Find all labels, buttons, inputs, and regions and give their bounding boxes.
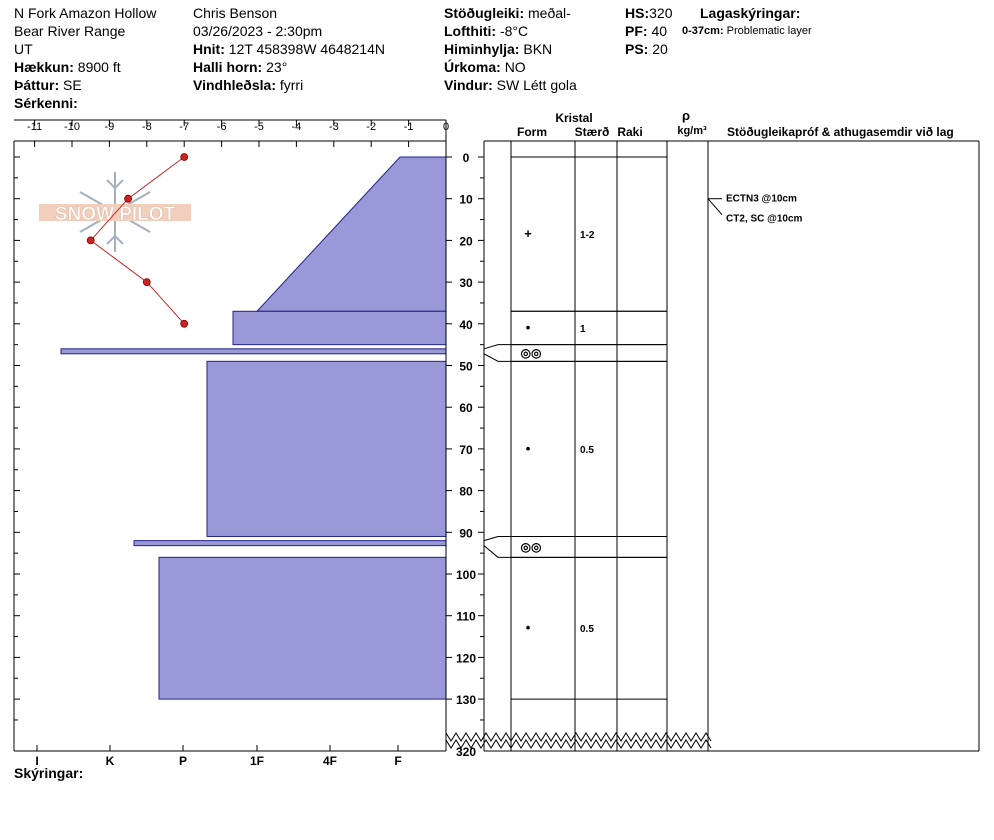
temperature-axis (27, 120, 449, 147)
temperature-profile (87, 154, 188, 328)
depth-tick-label: 40 (459, 317, 473, 332)
elevation-row: Hækkun: 8900 ft (14, 59, 121, 75)
hardness-axis (35, 745, 401, 768)
col-rho: ρ (681, 108, 691, 123)
depth-bottom-label: 320 (455, 745, 477, 759)
hardness-layer-1 (233, 311, 446, 344)
crystal-form-4: ◎◎ (520, 539, 542, 554)
hardness-label: 1F (249, 754, 265, 768)
mountain-range: Bear River Range (14, 23, 126, 39)
logo-text: SNOW PILOT (54, 204, 176, 225)
temp-point (143, 279, 150, 286)
layer-note-depth: 0-37cm: (682, 25, 724, 37)
depth-tick-label: 70 (459, 442, 473, 457)
temp-tick-label: -11 (27, 121, 43, 133)
col-density-unit: kg/m³ (677, 125, 707, 137)
test-pointer (708, 199, 722, 215)
temp-tick-label: -8 (141, 121, 152, 133)
datetime: 03/26/2023 - 2:30pm (193, 23, 323, 39)
depth-tick-label: 100 (455, 568, 477, 582)
col-size: Stærð (574, 125, 610, 139)
stability-row: Stöðugleiki: meðal- (444, 5, 571, 21)
hardness-layer-3 (207, 361, 446, 536)
coords-row: Hnit: 12T 458398W 4648214N (193, 41, 385, 57)
hardness-layers (61, 157, 446, 699)
hardness-label: 4F (322, 754, 338, 768)
temp-tick-label: -3 (328, 121, 339, 133)
hardness-label: I (35, 754, 39, 768)
snowpilot-logo (39, 172, 191, 252)
temp-tick-label: -5 (254, 121, 264, 133)
wind-loading-row: Vindhleðsla: fyrri (193, 77, 304, 93)
temp-tick-label: -7 (179, 121, 190, 133)
thin-layer-connector (484, 354, 511, 362)
crystal-form-2: ◎◎ (520, 345, 542, 360)
depth-tick-label: 80 (459, 484, 473, 499)
thin-layer-connector (484, 345, 511, 349)
temp-line (91, 157, 185, 324)
temp-tick-label: -2 (366, 121, 377, 133)
temp-tick-label: -6 (216, 121, 227, 133)
aspect-row: Þáttur: SE (14, 77, 82, 93)
depth-tick-label: 10 (459, 192, 473, 207)
temp-point (181, 154, 188, 161)
temp-point (87, 237, 94, 244)
state: UT (14, 41, 33, 57)
depth-tick-label: 120 (455, 651, 477, 666)
col-tests: Stöðugleikapróf & athugasemdir við lag (727, 125, 954, 139)
hardness-layer-0 (257, 157, 446, 311)
crystal-size-5: 0.5 (580, 624, 594, 636)
hardness-layer-4 (134, 541, 446, 546)
crystal-form-1: • (525, 319, 531, 335)
depth-tick-label: 50 (459, 359, 473, 374)
depth-tick-label: 60 (459, 401, 473, 416)
crystal-size-1: 1 (580, 323, 586, 335)
location: N Fork Amazon Hollow (14, 5, 157, 21)
precip-row: Úrkoma: NO (444, 59, 526, 75)
features-row: Sérkenni: (14, 95, 78, 111)
sky-row: Himinhylja: BKN (444, 41, 553, 57)
hs-row: HS:320 (625, 5, 673, 21)
col-moisture: Raki (617, 125, 643, 139)
observer: Chris Benson (193, 5, 278, 21)
crystal-table (484, 141, 979, 751)
temp-tick-label: -4 (291, 121, 302, 133)
depth-tick-label: 0 (462, 151, 470, 165)
thin-layer-connector (484, 536, 511, 540)
col-crystal: Kristal (555, 111, 593, 125)
temp-tick-label: -9 (104, 121, 115, 133)
depth-tick-label: 90 (459, 526, 473, 541)
wind-row: Vindur: SW Létt gola (444, 77, 577, 93)
temp-point (125, 195, 132, 202)
hardness-label: K (105, 754, 115, 768)
air-temp-row: Lofthiti: -8°C (444, 23, 529, 39)
temp-point (181, 320, 188, 327)
temp-tick-label: -10 (64, 121, 80, 133)
temp-tick-label: 0 (442, 121, 450, 133)
hardness-label: F (394, 754, 402, 768)
depth-tick-label: 30 (459, 276, 473, 291)
slope-row: Halli horn: 23° (193, 59, 288, 75)
crystal-size-3: 0.5 (580, 444, 594, 456)
temp-tick-label: -1 (403, 121, 414, 133)
layer-notes-label: Lagaskýringar: (700, 5, 801, 21)
thin-layer-connector (484, 546, 511, 558)
crystal-form-5: • (525, 620, 531, 636)
ps-row: PS: 20 (625, 41, 668, 57)
crystal-form-3: • (525, 440, 531, 456)
depth-tick-label: 110 (456, 609, 476, 624)
test-label: CT2, SC @10cm (726, 213, 803, 225)
col-form: Form (517, 125, 547, 139)
hardness-label: P (178, 754, 188, 768)
test-label: ECTN3 @10cm (726, 193, 797, 205)
layer-note-text: Problematic layer (726, 25, 812, 37)
depth-tick-label: 20 (459, 234, 473, 249)
stability-tests (708, 194, 803, 225)
footer-notes-label: Skýringar: (14, 765, 84, 781)
depth-tick-label: 130 (455, 693, 477, 708)
crystal-form-0: + (524, 226, 532, 242)
hardness-layer-2 (61, 349, 446, 354)
hardness-layer-5 (159, 557, 446, 699)
crystal-size-0: 1-2 (580, 230, 595, 242)
pf-row: PF: 40 (625, 23, 668, 39)
